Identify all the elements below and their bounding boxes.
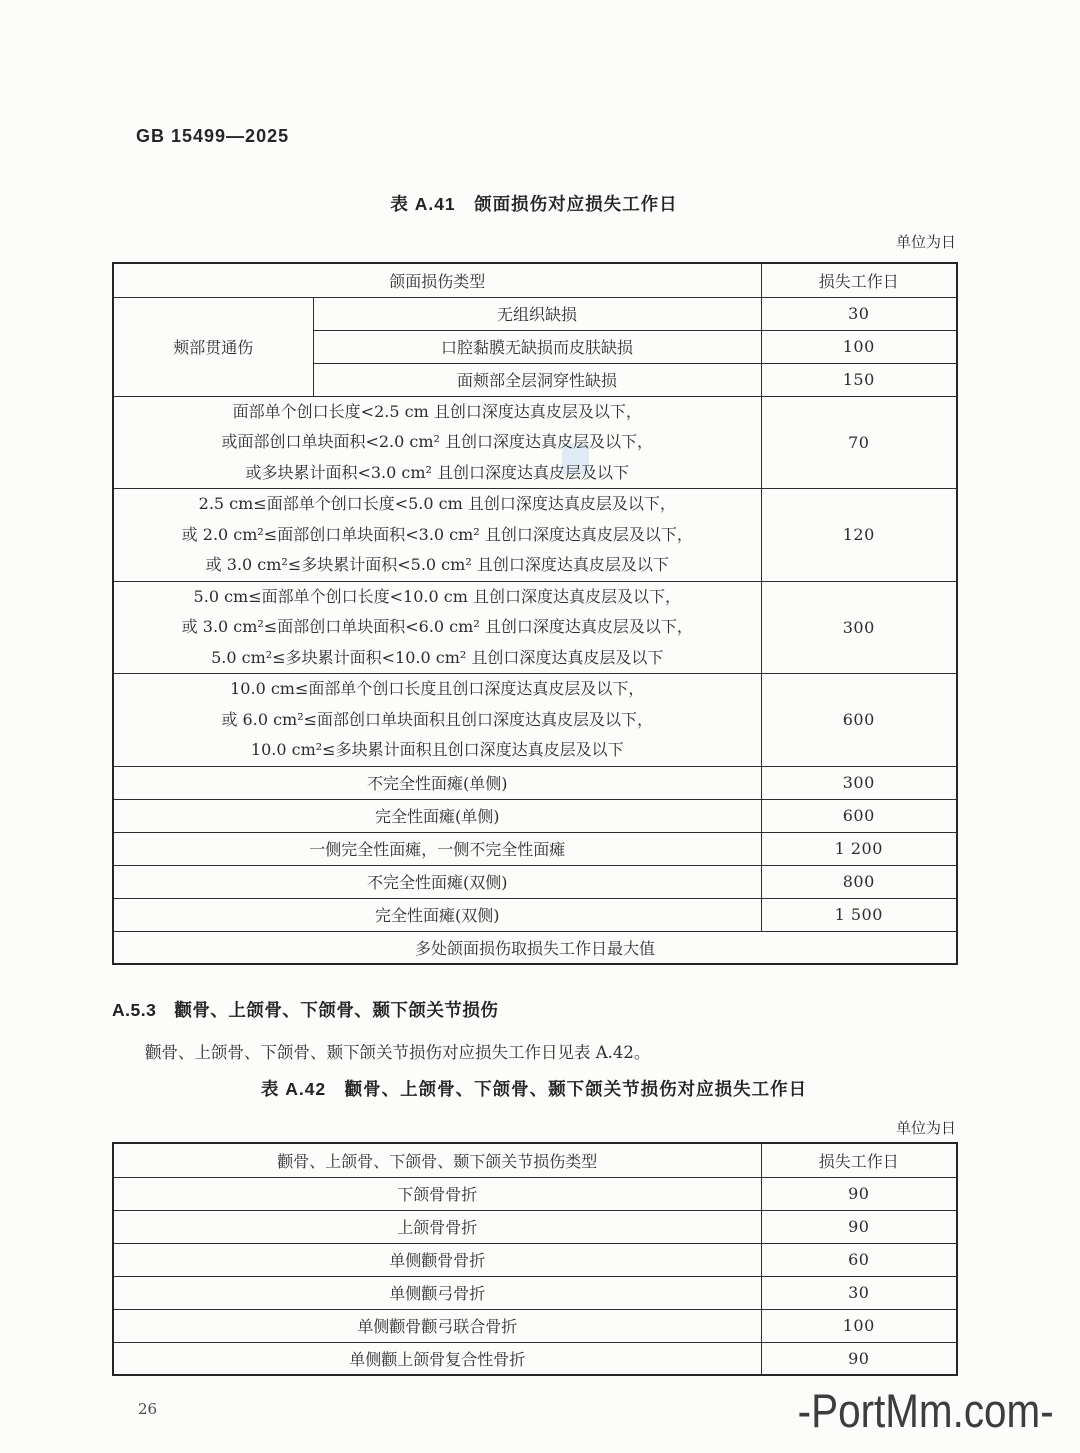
table-row — [113, 865, 957, 898]
table-row — [113, 898, 957, 931]
table-a42-title: 表 A.42 颧骨、上颌骨、下颌骨、颞下颌关节损伤对应损失工作日 — [260, 1079, 808, 1099]
table-row — [113, 832, 957, 865]
injury-type-cell: 面颊部全层洞穿性缺损 — [313, 363, 761, 396]
column-header-lost-workdays: 损失工作日 — [761, 263, 957, 297]
days-cell: 600 — [761, 799, 957, 832]
table-row — [113, 1243, 957, 1276]
table-row — [113, 799, 957, 832]
description-line: 或 6.0 cm²≤面部创口单块面积且创口深度达真皮层及以下， — [221, 709, 654, 729]
table-footnote: 多处颌面损伤取损失工作日最大值 — [113, 931, 957, 964]
table-row — [113, 1309, 957, 1342]
injury-description-lines — [120, 489, 755, 581]
description-line: 10.0 cm≤面部单个创口长度且创口深度达真皮层及以下， — [230, 679, 645, 698]
days-cell: 100 — [761, 330, 957, 363]
description-line: 或多块累计面积<3.0 cm² 且创口深度达真皮层及以下 — [245, 462, 630, 482]
injury-description-lines — [120, 397, 755, 489]
days-cell: 1 200 — [761, 832, 957, 865]
injury-type-cell: 不完全性面瘫(单侧) — [113, 766, 761, 799]
injury-type-cell — [113, 489, 761, 582]
days-cell: 70 — [761, 396, 957, 489]
section-heading-a53: A.5.3 颧骨、上颌骨、下颌骨、颞下颌关节损伤 — [112, 1000, 499, 1020]
injury-type-cell: 单侧颧骨骨折 — [113, 1243, 761, 1276]
table-row — [113, 674, 957, 767]
injury-type-cell: 单侧颧弓骨折 — [113, 1276, 761, 1309]
table-row — [113, 1177, 957, 1210]
table-a42-unit-label: 单位为日 — [895, 1119, 956, 1137]
days-cell: 30 — [761, 297, 957, 330]
page-number: 26 — [138, 1400, 158, 1418]
description-line: 面部单个创口长度<2.5 cm 且创口深度达真皮层及以下， — [232, 401, 642, 421]
table-row — [113, 297, 957, 330]
injury-type-cell — [113, 674, 761, 767]
description-line: 10.0 cm²≤多块累计面积且创口深度达真皮层及以下 — [250, 740, 624, 759]
injury-type-cell: 单侧颧上颌骨复合性骨折 — [113, 1342, 761, 1375]
injury-type-cell: 无组织缺损 — [313, 297, 761, 330]
table-row — [113, 1276, 957, 1309]
injury-description-lines — [120, 582, 755, 674]
description-line: 5.0 cm≤面部单个创口长度<10.0 cm 且创口深度达真皮层及以下， — [193, 586, 681, 606]
table-row — [113, 1210, 957, 1243]
table-a42 — [112, 1142, 958, 1376]
table-row — [113, 766, 957, 799]
days-cell: 60 — [761, 1243, 957, 1276]
injury-description-lines — [120, 674, 755, 766]
column-header-injury-type: 颧骨、上颌骨、下颌骨、颞下颌关节损伤类型 — [113, 1143, 761, 1177]
injury-type-cell: 下颌骨骨折 — [113, 1177, 761, 1210]
description-line: 或 3.0 cm²≤面部创口单块面积<6.0 cm² 且创口深度达真皮层及以下， — [181, 617, 693, 636]
watermark: -PortMm.com- — [798, 1384, 1054, 1437]
days-cell: 800 — [761, 865, 957, 898]
days-cell: 150 — [761, 363, 957, 396]
table-row — [113, 581, 957, 674]
days-cell: 30 — [761, 1276, 957, 1309]
standard-code: GB 15499—2025 — [136, 126, 290, 146]
days-cell: 100 — [761, 1309, 957, 1342]
days-cell: 300 — [761, 766, 957, 799]
days-cell: 90 — [761, 1342, 957, 1375]
injury-type-cell: 一侧完全性面瘫，一侧不完全性面瘫 — [113, 832, 761, 865]
days-cell: 300 — [761, 581, 957, 674]
injury-type-cell: 单侧颧骨颧弓联合骨折 — [113, 1309, 761, 1342]
injury-type-cell: 完全性面瘫(双侧) — [113, 898, 761, 931]
days-cell: 90 — [761, 1177, 957, 1210]
injury-type-cell: 上颌骨骨折 — [113, 1210, 761, 1243]
description-line: 2.5 cm≤面部单个创口长度<5.0 cm 且创口深度达真皮层及以下， — [198, 494, 676, 513]
column-header-injury-type: 颌面损伤类型 — [113, 263, 761, 297]
table-row — [113, 1342, 957, 1375]
table-footnote-row — [113, 931, 957, 964]
table-a41-unit-label: 单位为日 — [895, 233, 956, 251]
table-header-row — [113, 263, 957, 297]
days-cell: 1 500 — [761, 898, 957, 931]
description-line: 或 2.0 cm²≤面部创口单块面积<3.0 cm² 且创口深度达真皮层及以下， — [181, 524, 693, 544]
column-header-lost-workdays: 损失工作日 — [761, 1143, 957, 1177]
description-line: 或面部创口单块面积<2.0 cm² 且创口深度达真皮层及以下， — [221, 432, 654, 451]
injury-type-cell — [113, 396, 761, 489]
injury-type-cell — [113, 581, 761, 674]
injury-type-cell: 完全性面瘫(单侧) — [113, 799, 761, 832]
table-a41 — [112, 262, 958, 965]
injury-type-cell: 不完全性面瘫(双侧) — [113, 865, 761, 898]
description-line: 5.0 cm²≤多块累计面积<10.0 cm² 且创口深度达真皮层及以下 — [211, 647, 664, 667]
injury-type-cell: 口腔黏膜无缺损而皮肤缺损 — [313, 330, 761, 363]
table-a41-title: 表 A.41 颌面损伤对应损失工作日 — [390, 194, 678, 214]
description-line: 或 3.0 cm²≤多块累计面积<5.0 cm² 且创口深度达真皮层及以下 — [205, 555, 669, 574]
days-cell: 90 — [761, 1210, 957, 1243]
table-row — [113, 396, 957, 489]
days-cell: 120 — [761, 489, 957, 582]
table-row — [113, 489, 957, 582]
section-paragraph-a53: 颧骨、上颌骨、下颌骨、颞下颌关节损伤对应损失工作日见表 A.42。 — [145, 1043, 651, 1062]
table-header-row — [113, 1143, 957, 1177]
days-cell: 600 — [761, 674, 957, 767]
group-label-cell: 颊部贯通伤 — [113, 297, 313, 396]
